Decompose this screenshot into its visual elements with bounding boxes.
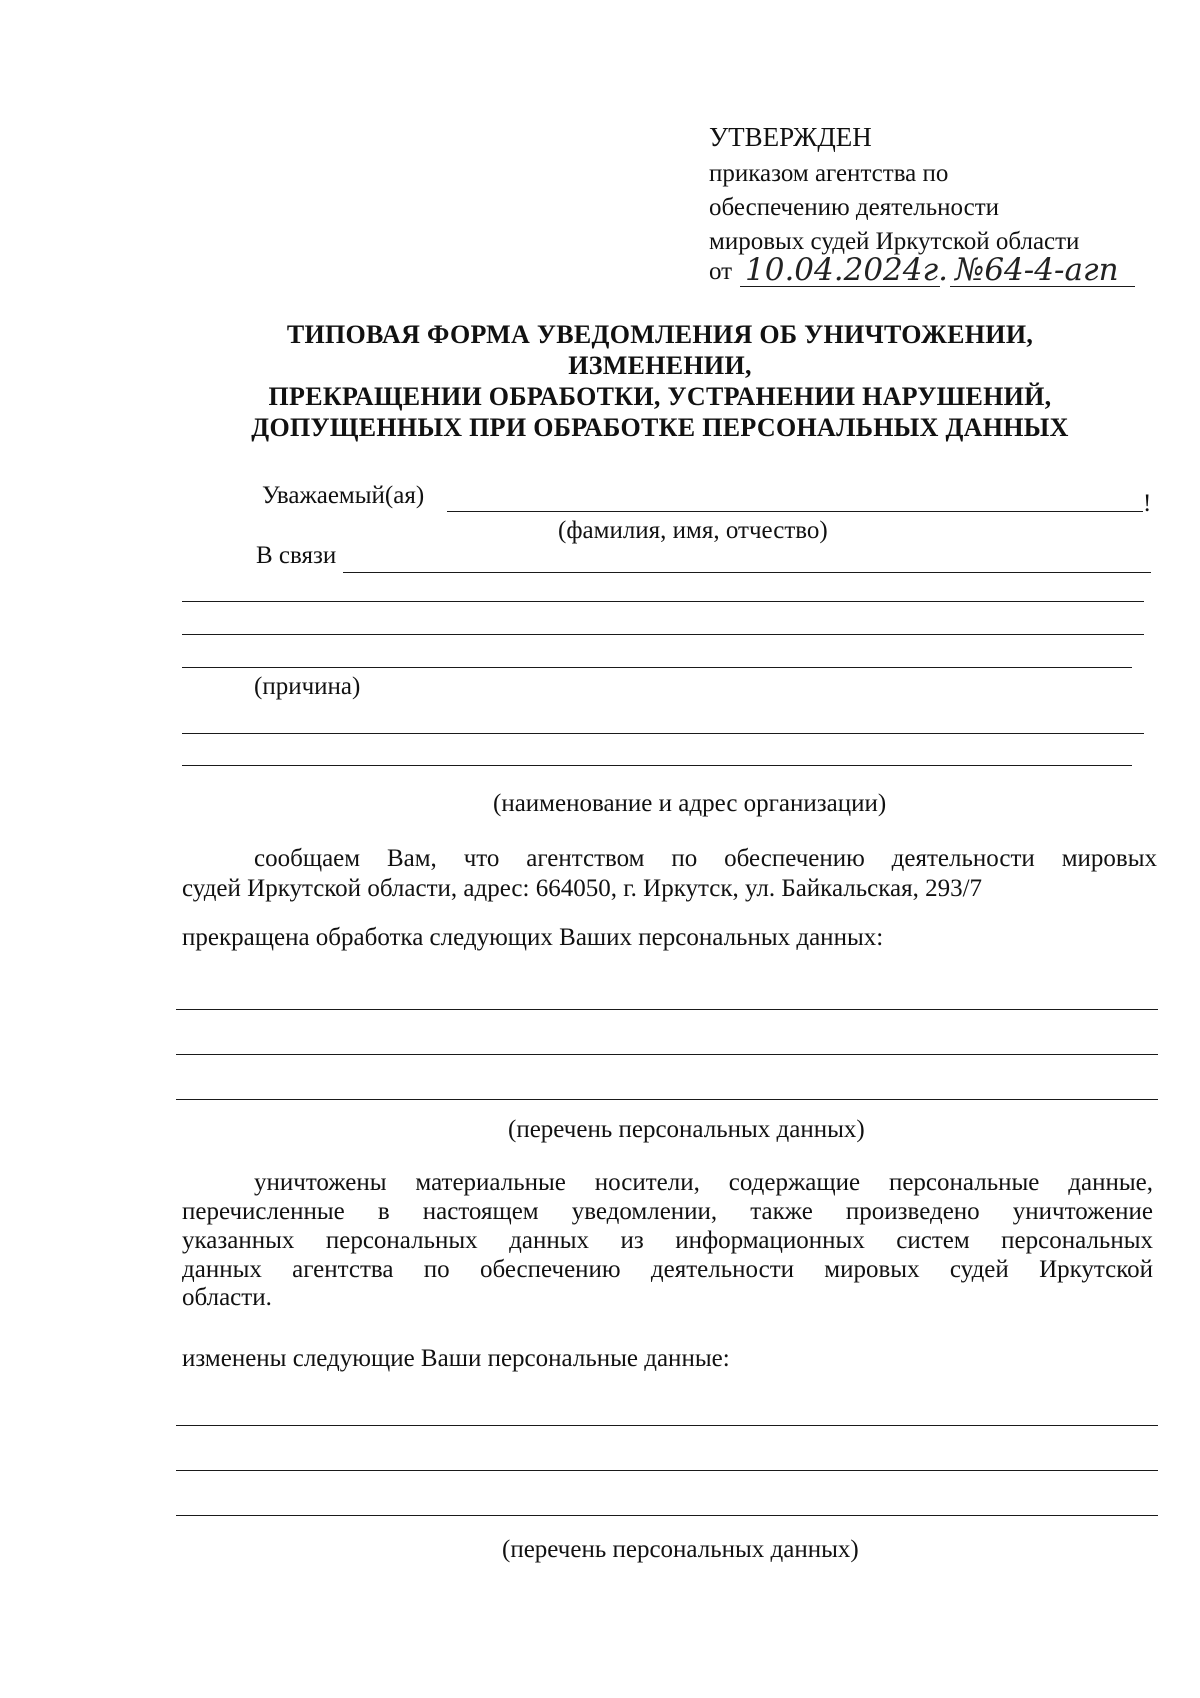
paragraph-2-line-4: данных агентства по обеспечению деятельности мировых судей Иркутской (182, 1256, 1153, 1283)
stopped-list-caption: (перечень персональных данных) (508, 1116, 865, 1143)
changed-list-line-1 (176, 1425, 1158, 1426)
data-changed-text: изменены следующие Ваши персональные данные: (182, 1345, 730, 1372)
form-title-line-3: ПРЕКРАЩЕНИИ ОБРАБОТКИ, УСТРАНЕНИИ НАРУШЕНИЙ, (268, 382, 1052, 411)
approval-line-3: мировых судей Иркутской области (709, 228, 1080, 255)
approval-number-underline (950, 286, 1135, 287)
fio-field-line (447, 511, 1143, 512)
form-title-line-1: ТИПОВАЯ ФОРМА УВЕДОМЛЕНИЯ ОБ УНИЧТОЖЕНИИ, (286, 320, 1034, 349)
reason-caption: (причина) (254, 673, 361, 700)
approval-date-prefix: от (709, 258, 733, 285)
greeting-exclamation: ! (1143, 490, 1152, 517)
due-to-label: В связи (256, 542, 337, 569)
stopped-list-line-2 (176, 1054, 1158, 1055)
approval-handwritten-date: 10.04.2024г. (745, 252, 949, 288)
approval-date-underline (740, 286, 940, 287)
approval-line-1: приказом агентства по (709, 160, 949, 187)
stopped-list-line-1 (176, 1009, 1158, 1010)
stopped-list-line-3 (176, 1099, 1158, 1100)
paragraph-2-line-5: области. (182, 1284, 272, 1311)
paragraph-2-line-3: указанных персональных данных из информационных систем персональных (182, 1227, 1153, 1254)
org-field-line-1 (182, 733, 1144, 734)
org-field-line-2 (182, 765, 1132, 766)
form-title-line-2: ИЗМЕНЕНИИ, (568, 351, 752, 380)
changed-list-caption: (перечень персональных данных) (502, 1536, 859, 1563)
fio-caption: (фамилия, имя, отчество) (558, 517, 828, 544)
paragraph-2-line-1: уничтожены материальные носители, содержащие персональные данные, (254, 1169, 1153, 1196)
reason-field-line-4 (182, 667, 1132, 668)
reason-field-line-1 (343, 572, 1151, 573)
processing-stopped-text: прекращена обработка следующих Ваших персональных данных: (182, 924, 884, 951)
org-caption: (наименование и адрес организации) (493, 790, 887, 817)
form-title-line-4: ДОПУЩЕННЫХ ПРИ ОБРАБОТКЕ ПЕРСОНАЛЬНЫХ ДАННЫХ (251, 413, 1069, 442)
approval-line-2: обеспечению деятельности (709, 194, 1000, 221)
paragraph-2-line-2: перечисленные в настоящем уведомлении, также произведено уничтожение (182, 1198, 1153, 1225)
reason-field-line-3 (182, 634, 1144, 635)
paragraph-1-line-1: сообщаем Вам, что агентством по обеспечению деятельности мировых (254, 845, 1157, 872)
changed-list-line-2 (176, 1470, 1158, 1471)
greeting-label: Уважаемый(ая) (262, 482, 425, 509)
paragraph-1-line-2: судей Иркутской области, адрес: 664050, г. Иркутск, ул. Байкальская, 293/7 (182, 875, 983, 902)
reason-field-line-2 (182, 601, 1144, 602)
approval-handwritten-number: №64-4-агп (955, 252, 1119, 288)
changed-list-line-3 (176, 1515, 1158, 1516)
approval-heading: УТВЕРЖДЕН (709, 122, 872, 152)
